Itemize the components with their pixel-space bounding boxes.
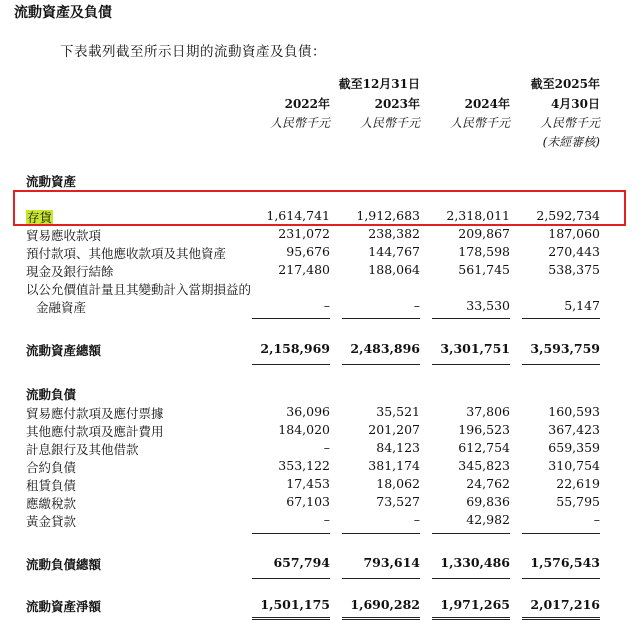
cell-2022: – (323, 298, 330, 313)
table-row (0, 476, 640, 494)
table-row (0, 280, 640, 298)
table-row (0, 226, 640, 244)
header-unit-2024: 人民幣千元 (449, 116, 510, 130)
cell-2022: 1,501,175 (260, 597, 330, 612)
cell-2022: 353,122 (278, 458, 330, 473)
cell-2022: 217,480 (278, 262, 330, 277)
cell-2024: 561,745 (458, 262, 510, 277)
header-unaudited-note: (未經審核) (542, 135, 600, 149)
row-label: 流動負債總額 (26, 557, 102, 572)
cell-2025: 1,576,543 (530, 555, 600, 570)
subtotal-rule (432, 533, 510, 534)
cell-2023: 793,614 (363, 555, 420, 570)
cell-2023: 1,690,282 (350, 597, 420, 612)
cell-2024: 69,836 (466, 494, 510, 509)
header-year-2023: 2023年 (374, 97, 420, 111)
cell-2024: 42,982 (466, 512, 510, 527)
row-label: 其他應付款項及應計費用 (26, 424, 164, 439)
cell-2022: 36,096 (286, 404, 330, 419)
row-label: 應繳稅款 (26, 496, 77, 511)
cell-2022: – (323, 440, 330, 455)
cell-2022: 17,453 (286, 476, 330, 491)
intro-text: 下表載列截至所示日期的流動資產及負債： (60, 44, 326, 60)
header-col3-top: 截至2025年 (530, 77, 600, 91)
cell-2024: 24,762 (466, 476, 510, 491)
cell-2023: 18,062 (376, 476, 420, 491)
cell-2025: 55,795 (556, 494, 600, 509)
cell-2022: 657,794 (273, 555, 330, 570)
subtotal-rule (432, 318, 510, 319)
cell-2025: 310,754 (548, 458, 600, 473)
row-label: 現金及銀行結餘 (26, 264, 114, 279)
cell-2023: 84,123 (376, 440, 420, 455)
cell-2025: 22,619 (556, 476, 600, 491)
table-row (0, 244, 640, 262)
cell-2024: 37,806 (466, 404, 510, 419)
subtotal-rule (342, 533, 420, 534)
table-row (0, 458, 640, 476)
cell-2025: 367,423 (548, 422, 600, 437)
cell-2023: 2,483,896 (350, 341, 420, 356)
cell-2022: 1,614,741 (266, 208, 330, 223)
subtotal-rule (342, 318, 420, 319)
net-total-double-rule (342, 617, 420, 620)
total-row (0, 341, 640, 359)
cell-2024: 3,301,751 (440, 341, 510, 356)
cell-2024: 1,971,265 (440, 597, 510, 612)
current-liabilities-title: 流動負債 (26, 387, 77, 402)
cell-2022: – (323, 512, 330, 527)
total-rule (342, 364, 420, 365)
cell-2025: 270,443 (548, 244, 600, 259)
cell-2023: 144,767 (368, 244, 420, 259)
subtotal-rule (522, 533, 600, 534)
header-year-2022: 2022年 (284, 97, 330, 111)
subtotal-rule (522, 318, 600, 319)
total-rule (432, 578, 510, 579)
row-label: 以公允價值計量且其變動計入當期損益的 (26, 282, 252, 297)
cell-2024: 178,598 (458, 244, 510, 259)
cell-2025: 5,147 (564, 298, 600, 313)
cell-2023: 188,064 (368, 262, 420, 277)
header-period-label: 截至12月31日 (338, 77, 420, 91)
cell-2022: 184,020 (278, 422, 330, 437)
subtotal-rule (252, 318, 330, 319)
cell-2022: 95,676 (286, 244, 330, 259)
total-rule (522, 578, 600, 579)
subtotal-rule (252, 533, 330, 534)
cell-2022: 67,103 (286, 494, 330, 509)
cell-2025: 659,359 (548, 440, 600, 455)
row-label: 預付款項、其他應收款項及其他資產 (26, 246, 227, 261)
current-assets-title: 流動資產 (26, 174, 77, 189)
cell-2023: – (413, 512, 420, 527)
table-row (0, 422, 640, 440)
cell-2025: 538,375 (548, 262, 600, 277)
row-label: 貿易應收款項 (26, 228, 102, 243)
cell-2024: 33,530 (466, 298, 510, 313)
table-row (0, 262, 640, 280)
table-row (0, 298, 640, 316)
table-row (0, 494, 640, 512)
net-total-double-rule (252, 617, 330, 620)
cell-2023: – (413, 298, 420, 313)
table-row (0, 440, 640, 458)
row-label: 流動資產總額 (26, 343, 102, 358)
cell-2023: 73,527 (376, 494, 420, 509)
row-label: 租賃負債 (26, 478, 77, 493)
net-total-double-rule (432, 617, 510, 620)
cell-2024: 345,823 (458, 458, 510, 473)
highlighted-label: 存貨 (27, 210, 53, 225)
cell-2023: 238,382 (368, 226, 420, 241)
cell-2024: 196,523 (458, 422, 510, 437)
net-total-double-rule (522, 617, 600, 620)
cell-2023: 201,207 (368, 422, 420, 437)
cell-2025: 3,593,759 (530, 341, 600, 356)
total-rule (522, 364, 600, 365)
header-unit-2025: 人民幣千元 (539, 116, 600, 130)
cell-2025: – (593, 512, 600, 527)
cell-2024: 209,867 (458, 226, 510, 241)
header-year-2024: 2024年 (464, 97, 510, 111)
cell-2023: 35,521 (376, 404, 420, 419)
net-total-row (0, 597, 640, 615)
total-rule (252, 364, 330, 365)
table-row (0, 512, 640, 530)
cell-2025: 187,060 (548, 226, 600, 241)
row-label: 金融資產 (36, 300, 87, 315)
cell-2025: 2,592,734 (536, 208, 600, 223)
header-unit-2023: 人民幣千元 (359, 116, 420, 130)
cell-2023: 1,912,683 (356, 208, 420, 223)
cell-2022: 231,072 (278, 226, 330, 241)
row-label: 貿易應付款項及應付票據 (26, 406, 164, 421)
cell-2024: 2,318,011 (446, 208, 510, 223)
table-row (0, 404, 640, 422)
total-rule (432, 364, 510, 365)
row-label: 計息銀行及其他借款 (26, 442, 139, 457)
section-title: 流動資產及負債 (14, 5, 112, 21)
inventory-highlight-box (13, 190, 626, 226)
total-rule (252, 578, 330, 579)
row-label: 合約負債 (26, 460, 77, 475)
total-rule (342, 578, 420, 579)
total-row (0, 555, 640, 573)
cell-2024: 612,754 (458, 440, 510, 455)
cell-2023: 381,174 (368, 458, 420, 473)
row-label: 黃金貸款 (26, 514, 77, 529)
cell-2022: 2,158,969 (260, 341, 330, 356)
row-label: 流動資產淨額 (26, 599, 102, 614)
cell-2025: 160,593 (548, 404, 600, 419)
cell-2024: 1,330,486 (440, 555, 510, 570)
header-date-2025: 4月30日 (550, 97, 600, 111)
header-unit-2022: 人民幣千元 (269, 116, 330, 130)
cell-2025: 2,017,216 (530, 597, 600, 612)
